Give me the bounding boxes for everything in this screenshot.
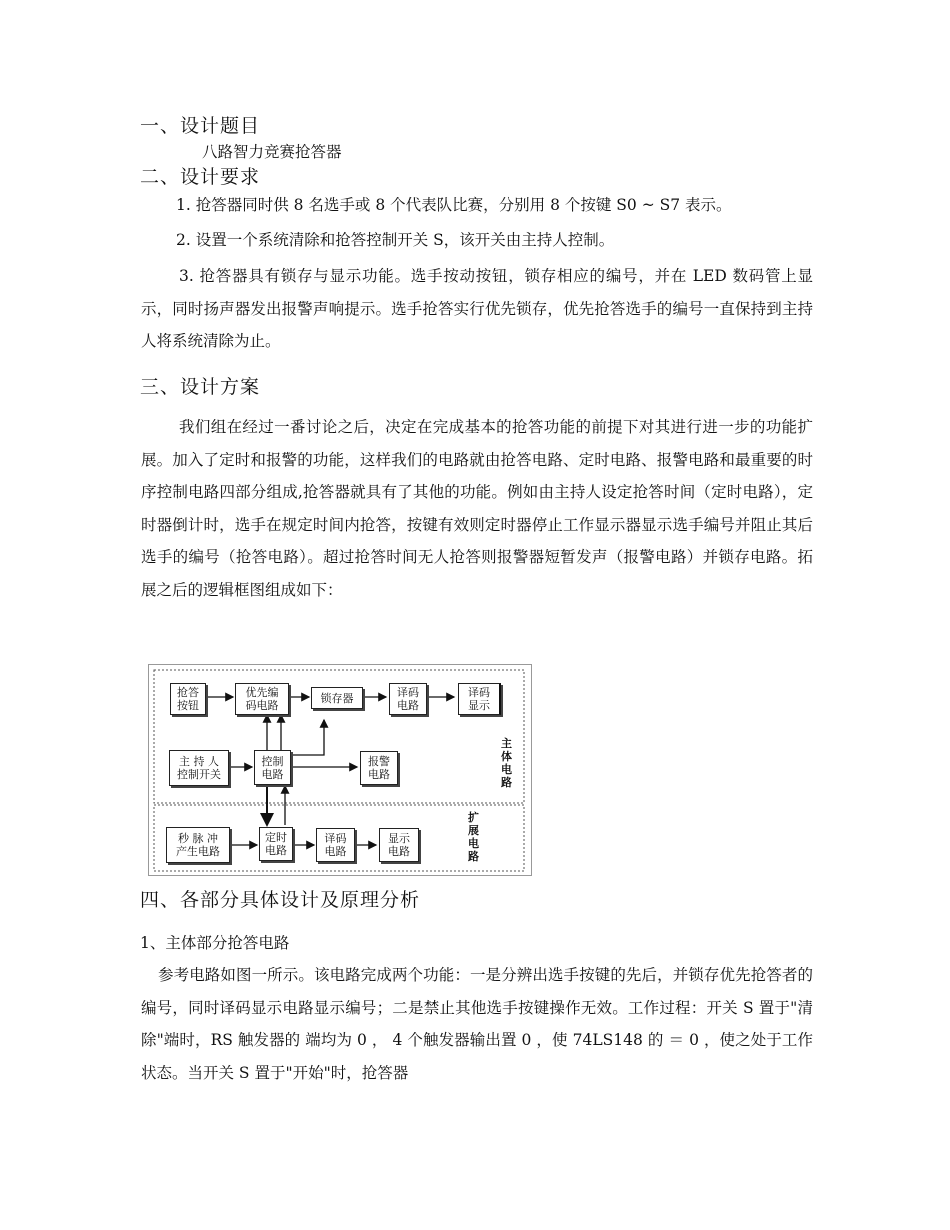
scheme-paragraph: 我们组在经过一番讨论之后，决定在完成基本的抢答功能的前提下对其进行进一步的功能扩展。加入了定时和报警的功能，这样我们的电路就由抢答电路、定时电路、报警电路和最重要的时序控制电路四部分组成,抢答器就具有了其他的功能。例如由主持人设定抢答时间（定时电路），定时器倒计时，选手在规定时间内抢答，按键有效则定时器停止工作显示器显示选手编号并阻止其后选手的编号（抢答电路）。超过抢答时间无人抢答则报警器短暂发声（报警电路）并锁存电路。拓展之后的逻辑框图组成如下：	[141, 418, 813, 599]
logic-block-diagram	[148, 664, 532, 876]
latch-box: 锁存器	[311, 687, 363, 709]
priority-encoder-box: 优先编 码电路	[235, 683, 289, 715]
display-circuit-box: 显示 电路	[379, 828, 419, 862]
decoder-display-box: 译码 显示	[458, 683, 501, 715]
heading-design-topic: 一、设计题目	[140, 115, 261, 137]
timer-circuit-box: 定时 电路	[259, 827, 293, 861]
heading-detailed-design: 四、各部分具体设计及原理分析	[140, 889, 421, 911]
design-topic-text: 八路智力竞赛抢答器	[202, 143, 342, 161]
heading-design-requirements: 二、设计要求	[140, 166, 261, 188]
requirement-1: 1. 抢答器同时供 8 名选手或 8 个代表队比赛，分别用 8 个按键 S0 ~ S7 表示。	[176, 196, 732, 214]
detail-paragraph: 参考电路如图一所示。该电路完成两个功能：一是分辨出选手按键的先后，并锁存优先抢答者的编号，同时译码显示电路显示编号；二是禁止其他选手按键操作无效。工作过程：开关 S 置于"清除"端时，RS 触发器的 端均为 0 ， 4 个触发器输出置 0 ，使 74LS148 的 ＝ 0 ，使之处于工作状态。当开关 S 置于"开始"时，抢答器	[141, 966, 813, 1082]
heading-design-scheme: 三、设计方案	[140, 376, 261, 398]
subheading-main-answer-circuit: 1、主体部分抢答电路	[140, 934, 290, 952]
decoder-circuit-2-box: 译码 电路	[316, 828, 355, 862]
decoder-circuit-box: 译码 电路	[389, 683, 427, 715]
control-circuit-box: 控制 电路	[254, 750, 291, 785]
requirement-3: 3. 抢答器具有锁存与显示功能。选手按动按钮，锁存相应的编号，并在 LED 数码管上显示，同时扬声器发出报警声响提示。选手抢答实行优先锁存，优先抢答选手的编号一直保持到主持人将系统清除为止。	[141, 267, 813, 350]
second-pulse-generator-box: 秒 脉 冲 产生电路	[166, 827, 230, 863]
host-control-switch-box: 主 持 人 控制开关	[169, 750, 229, 786]
main-circuit-label: 主 体 电 路	[501, 737, 512, 789]
requirement-2: 2. 设置一个系统清除和抢答控制开关 S，该开关由主持人控制。	[176, 231, 615, 249]
answer-button-box: 抢答 按钮	[170, 683, 206, 715]
extension-circuit-label: 扩 展 电 路	[468, 811, 479, 863]
alarm-circuit-box: 报警 电路	[360, 751, 398, 785]
